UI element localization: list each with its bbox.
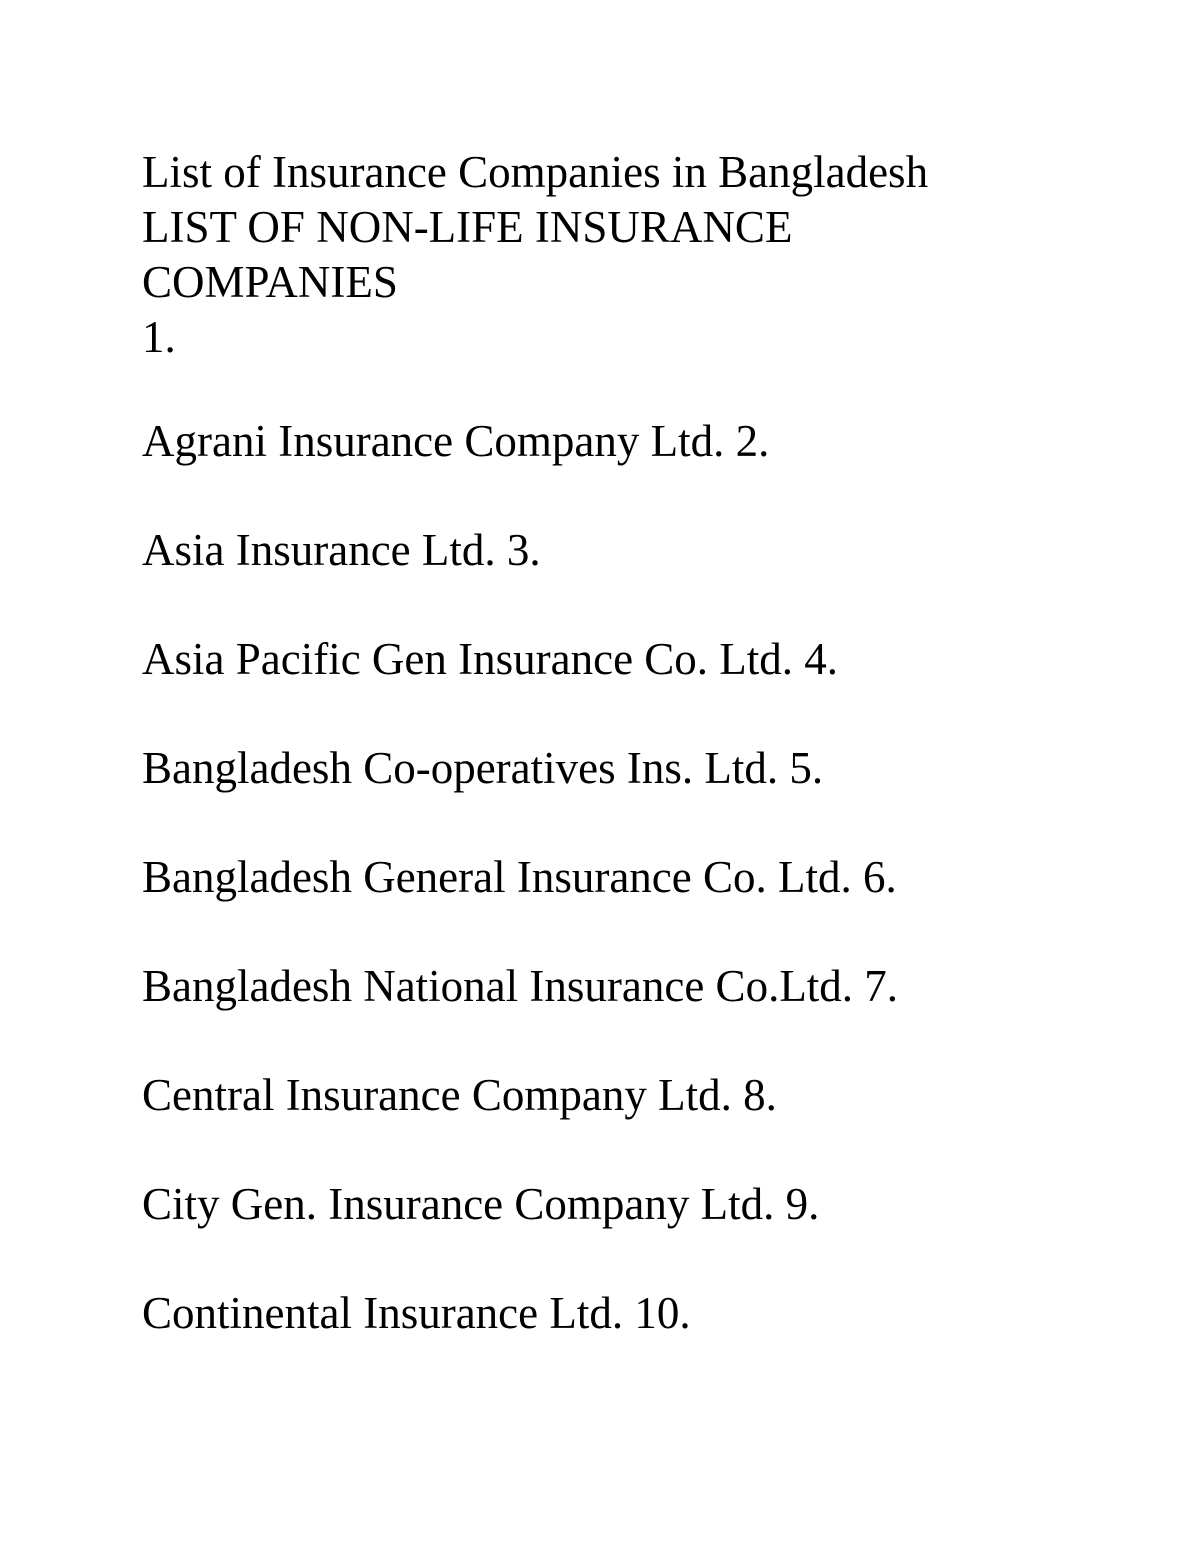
list-item: Asia Insurance Ltd. 3.: [142, 525, 541, 575]
first-item-number: 1.: [142, 312, 176, 362]
list-item: Bangladesh General Insurance Co. Ltd. 6.: [142, 852, 897, 902]
list-item: Asia Pacific Gen Insurance Co. Ltd. 4.: [142, 634, 839, 684]
page-title: List of Insurance Companies in Bangladesh: [142, 147, 929, 197]
list-item: Central Insurance Company Ltd. 8.: [142, 1070, 777, 1120]
company-list: [142, 414, 1142, 1395]
section-heading-line-1: LIST OF NON-LIFE INSURANCE: [142, 202, 793, 252]
list-item: City Gen. Insurance Company Ltd. 9.: [142, 1179, 820, 1229]
list-item: Bangladesh National Insurance Co.Ltd. 7.: [142, 961, 899, 1011]
section-heading-line-2: COMPANIES: [142, 257, 398, 307]
list-item: Agrani Insurance Company Ltd. 2.: [142, 416, 770, 466]
list-item: Continental Insurance Ltd. 10.: [142, 1288, 691, 1338]
list-item: Bangladesh Co-operatives Ins. Ltd. 5.: [142, 743, 824, 793]
document-header: [142, 145, 1142, 365]
